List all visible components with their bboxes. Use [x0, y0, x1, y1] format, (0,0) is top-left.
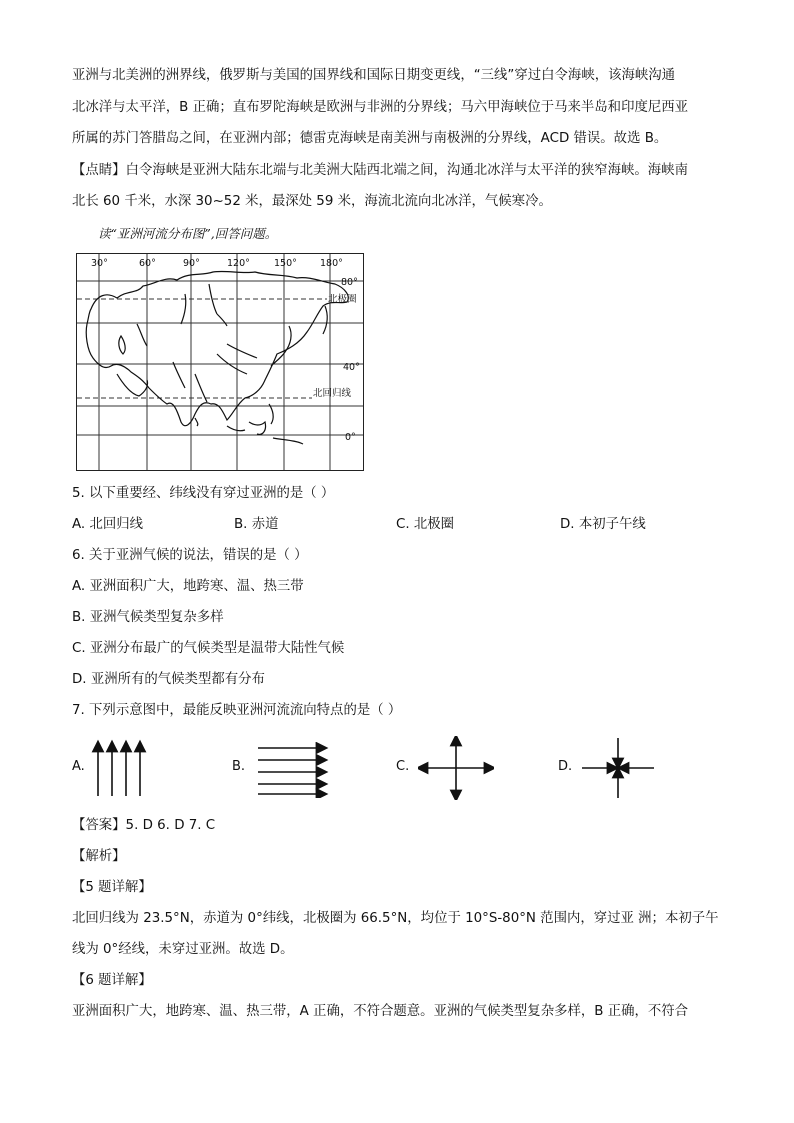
text-line: 所属的苏门答腊岛之间，在亚洲内部；德雷克海峡是南美洲与南极洲的分界线，ACD 错误。故选 B。 [72, 131, 668, 146]
q7-option-b[interactable]: B. [232, 759, 246, 774]
arrows-inward-icon [580, 736, 656, 800]
q5-detail-text: 北回归线为 23.5°N，赤道为 0°纬线，北极圈为 66.5°N，均位于 10°S-80°N 范围内，穿过亚 洲；本初子午 [72, 911, 719, 926]
q7-option-d[interactable]: D. [558, 759, 573, 774]
q5-option-b[interactable]: B. 赤道 [234, 517, 279, 532]
q5-detail-title: 【5 题详解】 [72, 880, 152, 895]
lon-label-120: 120° [227, 258, 250, 269]
text-line: 【点睛】白令海峡是亚洲大陆东北端与北美洲大陆西北端之间，沟通北冰洋与太平洋的狭窄海峡。海峡南 [72, 163, 688, 178]
arctic-circle-label: 北极圈 [328, 294, 357, 305]
lon-label-30: 30° [91, 258, 108, 269]
q6-option-d[interactable]: D. 亚洲所有的气候类型都有分布 [72, 672, 265, 687]
tropic-cancer-label: 北回归线 [313, 388, 352, 399]
lat-label-40: 40° [343, 362, 360, 373]
q7-option-a[interactable]: A. [72, 759, 85, 774]
arrows-right-icon [254, 742, 330, 798]
asia-river-map [76, 253, 364, 471]
q6-option-a[interactable]: A. 亚洲面积广大，地跨寒、温、热三带 [72, 579, 304, 594]
q6-detail-text: 亚洲面积广大，地跨寒、温、热三带，A 正确，不符合题意。亚洲的气候类型复杂多样，B 正确，不符合 [72, 1004, 689, 1019]
arrows-outward-icon [418, 736, 494, 800]
lat-label-0: 0° [345, 432, 356, 443]
analysis-title: 【解析】 [72, 849, 126, 864]
lon-label-90: 90° [183, 258, 200, 269]
lon-label-60: 60° [139, 258, 156, 269]
text-line: 亚洲与北美洲的洲界线，俄罗斯与美国的国界线和国际日期变更线，“三线”穿过白令海峡，该海峡沟通 [72, 68, 676, 83]
q5-option-a[interactable]: A. 北回归线 [72, 517, 143, 532]
q5-option-d[interactable]: D. 本初子午线 [560, 517, 646, 532]
answer-line: 【答案】5. D 6. D 7. C [72, 818, 216, 833]
q7-stem: 7. 下列示意图中，最能反映亚洲河流流向特点的是（ ） [72, 703, 402, 718]
q5-option-c[interactable]: C. 北极圈 [396, 517, 455, 532]
q6-detail-title: 【6 题详解】 [72, 973, 152, 988]
arrows-up-icon [90, 738, 152, 800]
q5-detail-text: 线为 0°经线，未穿过亚洲。故选 D。 [72, 942, 294, 957]
q5-stem: 5. 以下重要经、纬线没有穿过亚洲的是（ ） [72, 486, 335, 501]
lat-label-80: 80° [341, 277, 358, 288]
map-caption: 读“亚洲河流分布图”,回答问题。 [98, 226, 278, 241]
lon-label-180: 180° [320, 258, 343, 269]
lon-label-150: 150° [274, 258, 297, 269]
q7-option-c[interactable]: C. [396, 759, 410, 774]
q6-option-c[interactable]: C. 亚洲分布最广的气候类型是温带大陆性气候 [72, 641, 345, 656]
text-line: 北长 60 千米，水深 30~52 米，最深处 59 米，海流北流向北冰洋，气候寒冷。 [72, 194, 552, 209]
q6-stem: 6. 关于亚洲气候的说法，错误的是（ ） [72, 548, 308, 563]
map-graphic [77, 254, 363, 470]
text-line: 北冰洋与太平洋，B 正确；直布罗陀海峡是欧洲与非洲的分界线；马六甲海峡位于马来半岛和印度尼西亚 [72, 100, 689, 115]
q6-option-b[interactable]: B. 亚洲气候类型复杂多样 [72, 610, 224, 625]
